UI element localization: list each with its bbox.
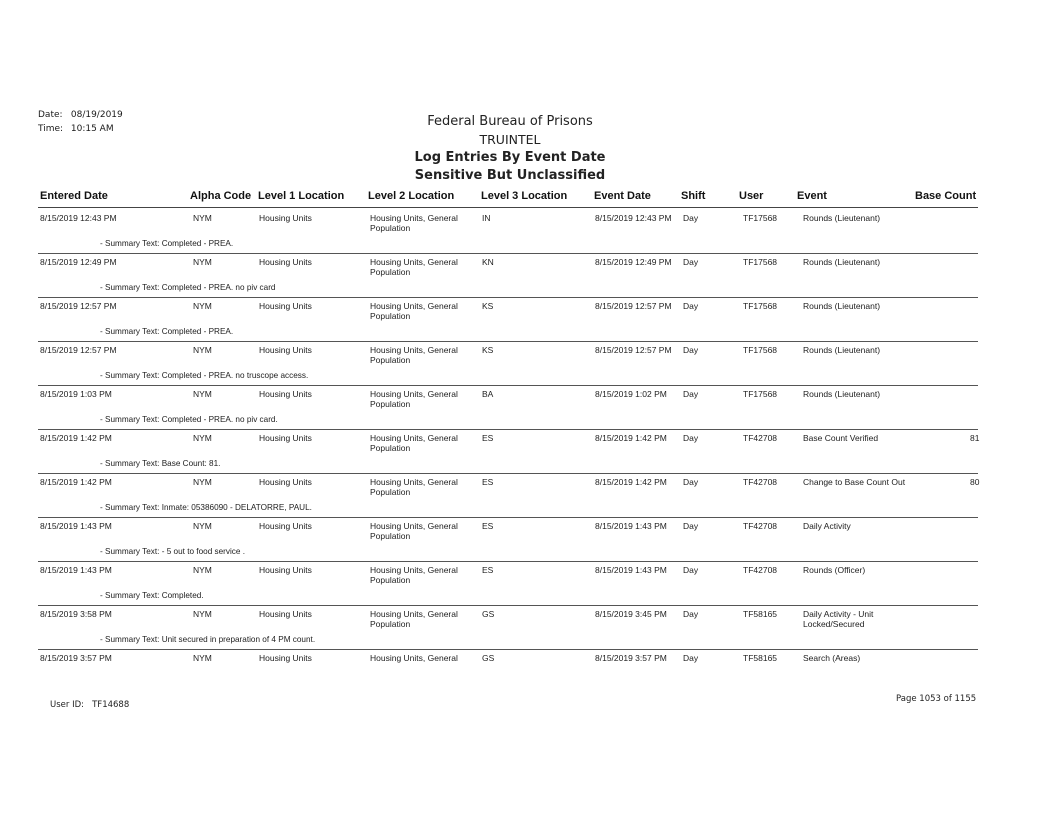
page-number: Page 1053 of 1155 <box>896 694 977 704</box>
report-title: Log Entries By Event Date <box>414 150 606 165</box>
event: Rounds (Lieutenant) <box>803 301 881 311</box>
alpha-code: NYM <box>193 345 212 355</box>
event: Rounds (Lieutenant) <box>803 213 881 223</box>
event-date: 8/15/2019 12:57 PM <box>595 345 672 355</box>
shift: Day <box>683 301 699 311</box>
level2-location: Housing Units, General <box>370 565 458 575</box>
shift: Day <box>683 521 699 531</box>
event: Daily Activity <box>803 521 851 531</box>
level3-location: ES <box>482 565 494 575</box>
header-divider <box>38 207 978 208</box>
shift: Day <box>683 565 699 575</box>
user-id: TF17568 <box>743 389 778 399</box>
shift: Day <box>683 345 699 355</box>
level2-location-cont: Population <box>370 443 411 453</box>
level2-location-cont: Population <box>370 487 411 497</box>
shift: Day <box>683 609 699 619</box>
level3-location: IN <box>482 213 491 223</box>
event: Search (Areas) <box>803 653 861 663</box>
level1-location: Housing Units <box>259 565 312 575</box>
event-date: 8/15/2019 1:42 PM <box>595 477 667 487</box>
event: Change to Base Count Out <box>803 477 906 487</box>
summary-text: - Summary Text: - 5 out to food service . <box>100 547 246 556</box>
level2-location: Housing Units, General <box>370 389 458 399</box>
event: Rounds (Officer) <box>803 565 866 575</box>
shift: Day <box>683 653 699 663</box>
user-id: TF42708 <box>743 565 778 575</box>
row-divider <box>38 253 978 254</box>
user-id: TF17568 <box>743 257 778 267</box>
level1-location: Housing Units <box>259 521 312 531</box>
level2-location-cont: Population <box>370 619 411 629</box>
level2-location: Housing Units, General <box>370 301 458 311</box>
column-header: Level 1 Location <box>258 190 345 202</box>
row-divider <box>38 429 978 430</box>
level2-location-cont: Population <box>370 223 411 233</box>
level1-location: Housing Units <box>259 257 312 267</box>
level1-location: Housing Units <box>259 301 312 311</box>
system-title: TRUINTEL <box>479 132 541 147</box>
level2-location: Housing Units, General <box>370 213 458 223</box>
base-count: 80 <box>970 477 980 487</box>
alpha-code: NYM <box>193 477 212 487</box>
summary-text: - Summary Text: Inmate: 05386090 - DELATORRE, PAUL. <box>100 503 312 512</box>
level2-location-cont: Population <box>370 575 411 585</box>
row-divider <box>38 605 978 606</box>
alpha-code: NYM <box>193 653 212 663</box>
column-header: User <box>739 190 764 202</box>
summary-text: - Summary Text: Completed. <box>100 591 204 600</box>
level3-location: GS <box>482 609 495 619</box>
user-id: TF58165 <box>743 609 778 619</box>
footer-user <box>50 700 129 710</box>
row-divider <box>38 341 978 342</box>
summary-text: - Summary Text: Completed - PREA. <box>100 239 234 248</box>
level3-location: ES <box>482 477 494 487</box>
user-id: TF58165 <box>743 653 778 663</box>
alpha-code: NYM <box>193 433 212 443</box>
summary-text: - Summary Text: Completed - PREA. <box>100 327 234 336</box>
level1-location: Housing Units <box>259 389 312 399</box>
classification-label: Sensitive But Unclassified <box>414 168 606 183</box>
alpha-code: NYM <box>193 389 212 399</box>
level2-location-cont: Population <box>370 531 411 541</box>
event: Rounds (Lieutenant) <box>803 345 881 355</box>
column-header: Level 3 Location <box>481 190 568 202</box>
level2-location: Housing Units, General <box>370 521 458 531</box>
level2-location: Housing Units, General <box>370 433 458 443</box>
level3-location: KN <box>482 257 494 267</box>
entered-date: 8/15/2019 12:57 PM <box>40 301 117 311</box>
shift: Day <box>683 389 699 399</box>
column-header: Alpha Code <box>190 190 252 202</box>
column-header: Event Date <box>594 190 651 202</box>
level2-location: Housing Units, General <box>370 477 458 487</box>
alpha-code: NYM <box>193 521 212 531</box>
alpha-code: NYM <box>193 301 212 311</box>
entered-date: 8/15/2019 12:57 PM <box>40 345 117 355</box>
level2-location: Housing Units, General <box>370 257 458 267</box>
event-date: 8/15/2019 3:57 PM <box>595 653 667 663</box>
event-date: 8/15/2019 1:02 PM <box>595 389 667 399</box>
entered-date: 8/15/2019 1:03 PM <box>40 389 112 399</box>
user-id: TF17568 <box>743 213 778 223</box>
column-header: Entered Date <box>40 190 108 202</box>
level1-location: Housing Units <box>259 609 312 619</box>
entered-date: 8/15/2019 1:42 PM <box>40 433 112 443</box>
level2-location-cont: Population <box>370 355 411 365</box>
time-label: Time: <box>38 124 64 134</box>
level1-location: Housing Units <box>259 653 312 663</box>
shift: Day <box>683 477 699 487</box>
row-divider <box>38 561 978 562</box>
summary-text: - Summary Text: Completed - PREA. no piv card. <box>100 415 278 424</box>
level1-location: Housing Units <box>259 433 312 443</box>
base-count: 81 <box>970 433 980 443</box>
event: Daily Activity - Unit <box>803 609 874 619</box>
shift: Day <box>683 257 699 267</box>
user-id: TF17568 <box>743 345 778 355</box>
shift: Day <box>683 433 699 443</box>
summary-text: - Summary Text: Base Count: 81. <box>100 459 221 468</box>
level3-location: ES <box>482 521 494 531</box>
time-value: 10:15 AM <box>70 124 114 134</box>
entered-date: 8/15/2019 12:49 PM <box>40 257 117 267</box>
level2-location-cont: Population <box>370 311 411 321</box>
row-divider <box>38 297 978 298</box>
entered-date: 8/15/2019 1:43 PM <box>40 565 112 575</box>
summary-text: - Summary Text: Unit secured in preparation of 4 PM count. <box>100 635 316 644</box>
event-date: 8/15/2019 12:43 PM <box>595 213 672 223</box>
entered-date: 8/15/2019 3:57 PM <box>40 653 112 663</box>
summary-text: - Summary Text: Completed - PREA. no truscope access. <box>100 371 309 380</box>
user-id: TF42708 <box>743 477 778 487</box>
alpha-code: NYM <box>193 565 212 575</box>
level3-location: KS <box>482 345 494 355</box>
shift: Day <box>683 213 699 223</box>
level3-location: ES <box>482 433 494 443</box>
event: Base Count Verified <box>803 433 879 443</box>
level1-location: Housing Units <box>259 345 312 355</box>
level2-location: Housing Units, General <box>370 345 458 355</box>
event-date: 8/15/2019 1:43 PM <box>595 521 667 531</box>
level1-location: Housing Units <box>259 477 312 487</box>
column-header: Level 2 Location <box>368 190 455 202</box>
column-header: Event <box>797 190 827 202</box>
level2-location-cont: Population <box>370 399 411 409</box>
user-id-value: TF14688 <box>92 700 130 710</box>
event: Rounds (Lieutenant) <box>803 389 881 399</box>
user-id: TF42708 <box>743 521 778 531</box>
event-date: 8/15/2019 3:45 PM <box>595 609 667 619</box>
alpha-code: NYM <box>193 213 212 223</box>
column-header: Base Count <box>915 190 977 202</box>
entered-date: 8/15/2019 1:42 PM <box>40 477 112 487</box>
date-label: Date: <box>38 110 63 120</box>
row-divider <box>38 649 978 650</box>
event: Rounds (Lieutenant) <box>803 257 881 267</box>
alpha-code: NYM <box>193 257 212 267</box>
agency-title: Federal Bureau of Prisons <box>427 114 593 129</box>
column-header: Shift <box>681 190 706 202</box>
entered-date: 8/15/2019 3:58 PM <box>40 609 112 619</box>
level3-location: KS <box>482 301 494 311</box>
event-cont: Locked/Secured <box>803 619 865 629</box>
row-divider <box>38 473 978 474</box>
date-value: 08/19/2019 <box>70 110 123 120</box>
event-date: 8/15/2019 1:42 PM <box>595 433 667 443</box>
level2-location: Housing Units, General <box>370 653 458 663</box>
level1-location: Housing Units <box>259 213 312 223</box>
event-date: 8/15/2019 12:49 PM <box>595 257 672 267</box>
user-id: TF42708 <box>743 433 778 443</box>
user-id-label: User ID: <box>50 700 84 710</box>
alpha-code: NYM <box>193 609 212 619</box>
user-id: TF17568 <box>743 301 778 311</box>
level3-location: GS <box>482 653 495 663</box>
entered-date: 8/15/2019 12:43 PM <box>40 213 117 223</box>
level2-location: Housing Units, General <box>370 609 458 619</box>
level3-location: BA <box>482 389 494 399</box>
event-date: 8/15/2019 12:57 PM <box>595 301 672 311</box>
summary-text: - Summary Text: Completed - PREA. no piv card <box>100 283 276 292</box>
entered-date: 8/15/2019 1:43 PM <box>40 521 112 531</box>
row-divider <box>38 385 978 386</box>
row-divider <box>38 517 978 518</box>
event-date: 8/15/2019 1:43 PM <box>595 565 667 575</box>
level2-location-cont: Population <box>370 267 411 277</box>
